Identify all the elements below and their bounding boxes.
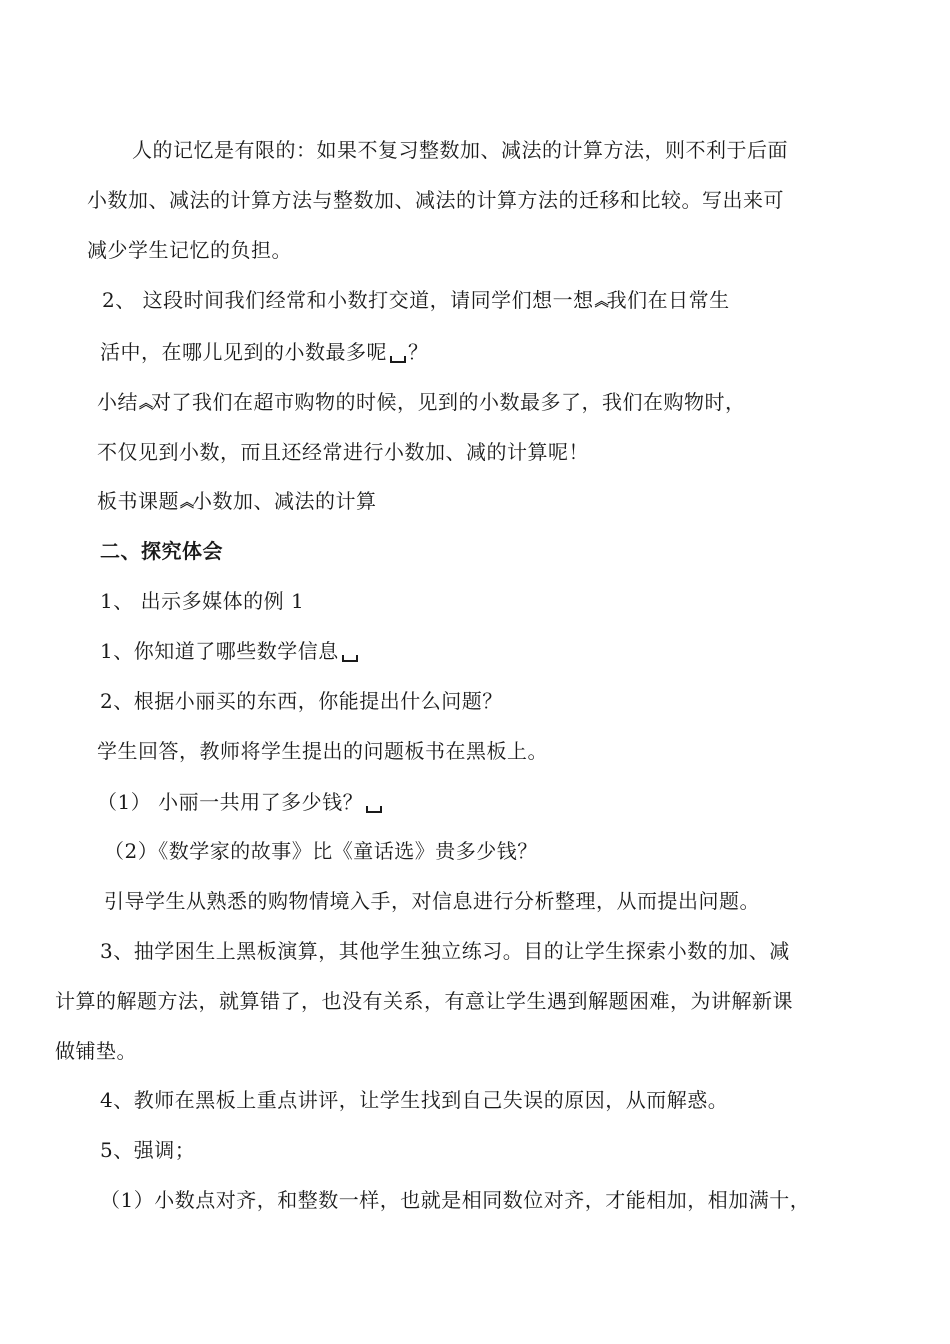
item-2-line-2	[100, 339, 429, 365]
guidance-line: 引导学生从熟悉的购物情境入手，对信息进行分析整理，从而提出问题。	[104, 889, 760, 913]
question-2-line: 2、根据小丽买的东西，你能提出什么问题？	[100, 689, 503, 713]
step-3-line-2: 计算的解题方法，就算错了，也没有关系，有意让学生遇到解题困难，为讲解新课	[55, 989, 793, 1013]
blank-bracket-icon	[366, 806, 382, 813]
summary-line-2: 不仅见到小数，而且还经常进行小数加、减的计算呢！	[97, 440, 589, 464]
question-1-line	[100, 638, 360, 664]
item-2-text-d: ？	[408, 340, 429, 364]
blank-bracket-icon	[390, 356, 406, 363]
problem-2-line: （2）《数学家的故事》比《童话选》贵多少钱？	[104, 839, 538, 863]
board-title-label: 板书课题	[97, 489, 179, 513]
step-3-line-1: 3、抽学困生上黑板演算，其他学生独立练习。目的让学生探索小数的加、减	[100, 939, 790, 963]
board-title-text: 小数加、减法的计算	[192, 489, 377, 513]
step-1-line: 1、 出示多媒体的例 1	[100, 589, 305, 613]
paragraph-line-1: 人的记忆是有限的：如果不复习整数加、减法的计算方法，则不利于后面	[132, 138, 788, 162]
item-2-text-c: 活中，在哪儿见到的小数最多呢	[100, 340, 387, 364]
emphasis-1-line: （1）小数点对齐，和整数一样，也就是相同数位对齐，才能相加，相加满十，	[100, 1188, 811, 1212]
blank-bracket-icon	[342, 655, 358, 662]
item-2-text-b: 我们在日常生	[606, 288, 730, 312]
summary-text: 对了我们在超市购物的时候，见到的小数最多了，我们在购物时，	[151, 390, 746, 414]
chevron-up-mark-icon: ︽	[594, 294, 606, 310]
student-answer-line: 学生回答，教师将学生提出的问题板书在黑板上。	[97, 739, 548, 763]
question-1-text: 1、你知道了哪些数学信息	[100, 639, 339, 663]
summary-line-1	[97, 389, 746, 417]
paragraph-line-3: 减少学生记忆的负担。	[87, 238, 292, 262]
section-heading: 二、探究体会	[100, 539, 223, 563]
step-3-line-3: 做铺垫。	[55, 1039, 137, 1063]
paragraph-line-2: 小数加、减法的计算方法与整数加、减法的计算方法的迁移和比较。写出来可	[87, 188, 784, 212]
chevron-up-mark-icon: ︽	[139, 396, 150, 412]
step-4-line: 4、教师在黑板上重点讲评，让学生找到自己失误的原因，从而解惑。	[100, 1088, 729, 1112]
problem-1-text: （1） 小丽一共用了多少钱？	[97, 790, 364, 814]
chevron-up-mark-icon: ︽	[180, 495, 191, 511]
board-title-line	[97, 488, 377, 516]
problem-1-line	[97, 789, 384, 815]
summary-label: 小结	[97, 390, 138, 414]
step-5-line: 5、强调；	[100, 1138, 196, 1162]
item-2-text-a: 2、 这段时间我们经常和小数打交道，请同学们想一想	[102, 288, 594, 312]
item-2-line-1	[102, 287, 730, 315]
